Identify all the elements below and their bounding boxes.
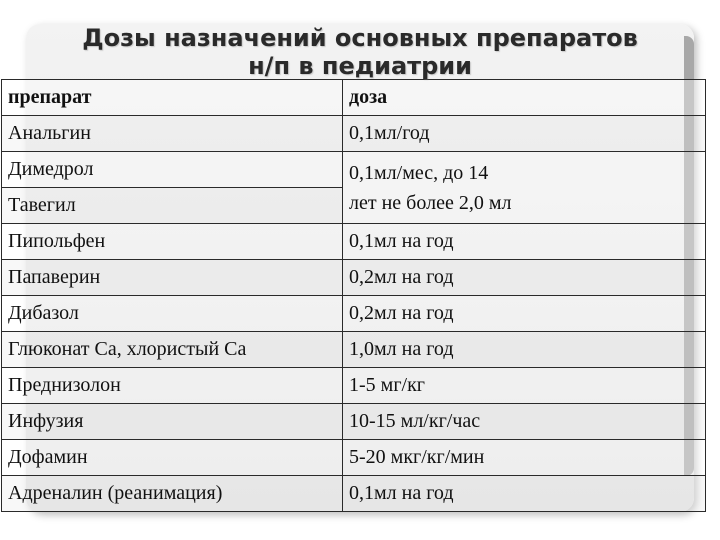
drug-cell: Пипольфен — [2, 224, 343, 260]
table-row — [2, 332, 706, 368]
header-dose: доза — [343, 80, 706, 116]
drug-cell: Папаверин — [2, 260, 343, 296]
dose-cell: 0,1мл на год — [343, 476, 706, 512]
dose-cell: 0,1мл/год — [343, 116, 706, 152]
drug-cell: Анальгин — [2, 116, 343, 152]
table-row — [2, 116, 706, 152]
drug-cell: Глюконат Са, хлористый Са — [2, 332, 343, 368]
slide-title-line-1: Дозы назначений основных препаратов — [82, 24, 638, 52]
slide-title-line-2: н/п в педиатрии — [248, 52, 472, 80]
table-row — [2, 260, 706, 296]
header-drug: препарат — [2, 80, 343, 116]
drug-cell: Дибазол — [2, 296, 343, 332]
dose-line-2: лет не более 2,0 мл — [349, 191, 512, 214]
dose-table — [1, 79, 706, 512]
drug-cell: Преднизолон — [2, 368, 343, 404]
slide-title — [0, 24, 720, 80]
table-row — [2, 296, 706, 332]
dose-cell-merged — [343, 152, 706, 224]
drug-cell: Димедрол — [2, 152, 343, 188]
table-row — [2, 368, 706, 404]
table-header-row — [2, 80, 706, 116]
drug-cell: Дофамин — [2, 440, 343, 476]
dose-cell: 0,2мл на год — [343, 296, 706, 332]
table-row — [2, 440, 706, 476]
dose-cell: 0,1мл на год — [343, 224, 706, 260]
table-row — [2, 404, 706, 440]
drug-cell: Адреналин (реанимация) — [2, 476, 343, 512]
table-row — [2, 152, 706, 188]
table-row — [2, 476, 706, 512]
dose-cell: 5-20 мкг/кг/мин — [343, 440, 706, 476]
dose-cell: 1-5 мг/кг — [343, 368, 706, 404]
dose-cell: 0,2мл на год — [343, 260, 706, 296]
dose-cell: 1,0мл на год — [343, 332, 706, 368]
dose-line-1: 0,1мл/мес, до 14 — [349, 161, 489, 184]
drug-cell: Тавегил — [2, 188, 343, 224]
drug-cell: Инфузия — [2, 404, 343, 440]
dose-cell: 10-15 мл/кг/час — [343, 404, 706, 440]
table-row — [2, 224, 706, 260]
